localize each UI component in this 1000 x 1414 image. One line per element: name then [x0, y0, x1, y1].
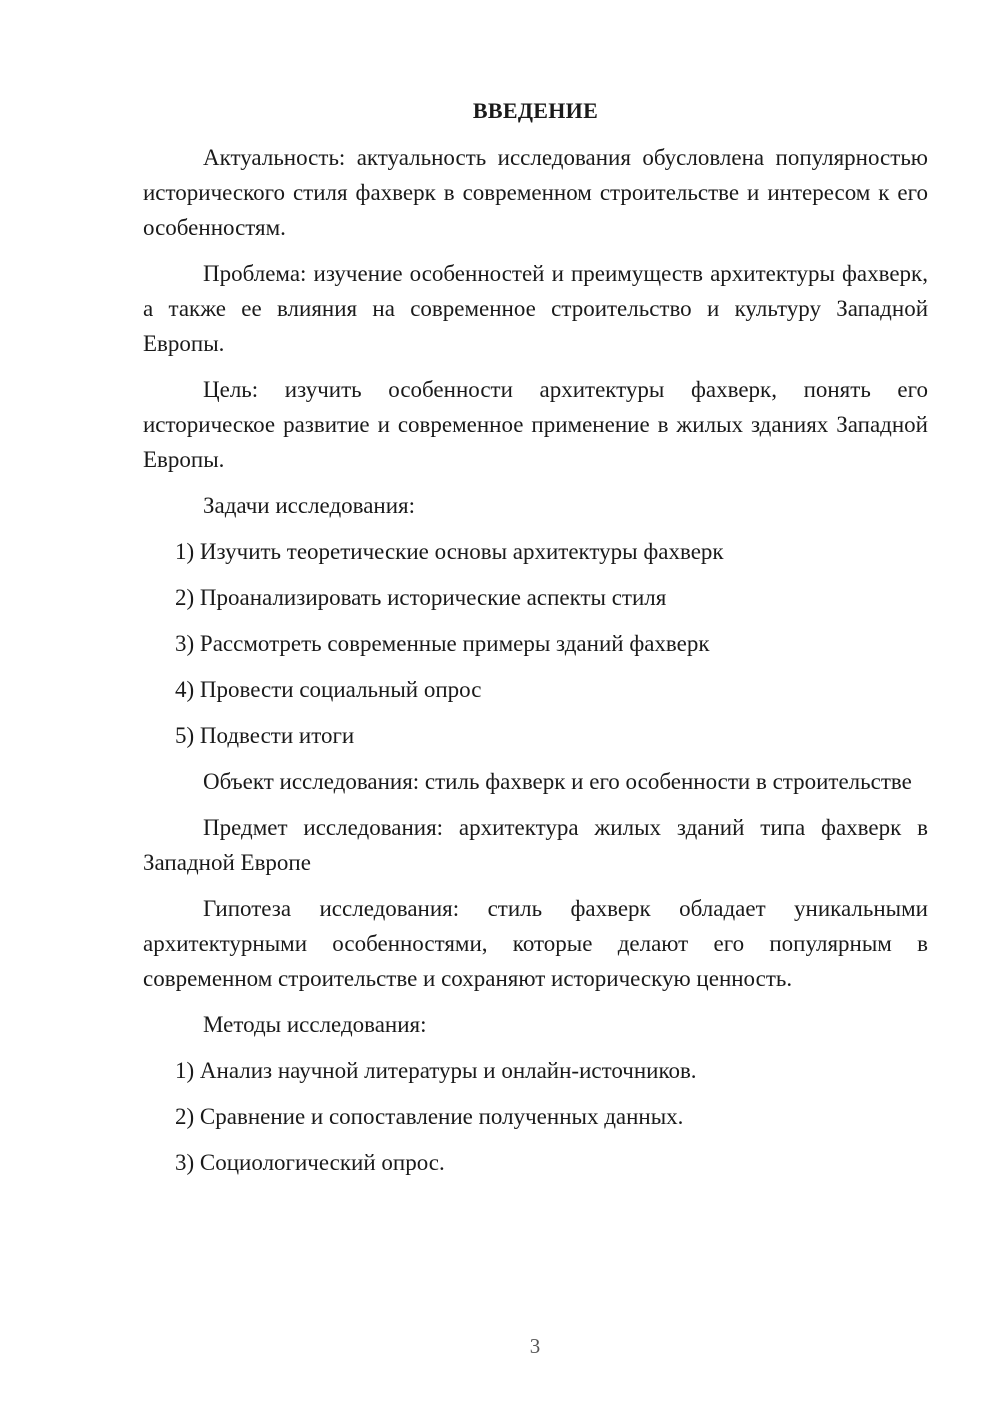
goal-paragraph: Цель: изучить особенности архитектуры фахверк, понять его историческое развитие и современное применение в жилых зданиях Западной Европы.: [143, 377, 928, 472]
tasks-heading: Задачи исследования:: [203, 493, 416, 518]
list-item: 1) Изучить теоретические основы архитектуры фахверк: [175, 539, 724, 564]
document-page: [143, 96, 928, 1191]
list-item: 3) Социологический опрос.: [175, 1150, 445, 1175]
page-number: 3: [529, 1334, 541, 1358]
hypothesis-paragraph: Гипотеза исследования: стиль фахверк обладает уникальными архитектурными особенностями, которые делают его популярным в современном строительстве и сохраняют историческую ценность.: [143, 896, 928, 991]
list-item: 2) Сравнение и сопоставление полученных данных.: [175, 1104, 684, 1129]
list-item: 5) Подвести итоги: [175, 723, 355, 748]
list-item: 1) Анализ научной литературы и онлайн-источников.: [175, 1058, 697, 1083]
object-paragraph: Объект исследования: стиль фахверк и его особенности в строительстве: [203, 769, 912, 794]
list-item: 3) Рассмотреть современные примеры зданий фахверк: [175, 631, 710, 656]
problem-paragraph: Проблема: изучение особенностей и преимуществ архитектуры фахверк, а также ее влияния на современное строительство и культуру Западной Европы.: [143, 261, 928, 356]
methods-heading: Методы исследования:: [203, 1012, 427, 1037]
tasks-list: [143, 534, 928, 753]
methods-list: [143, 1053, 928, 1180]
section-title: ВВЕДЕНИЕ: [472, 98, 599, 123]
relevance-paragraph: Актуальность: актуальность исследования обусловлена популярностью исторического стиля фахверк в современном строительстве и интересом к его особенностям.: [143, 145, 928, 240]
list-item: 2) Проанализировать исторические аспекты стиля: [175, 585, 667, 610]
list-item: 4) Провести социальный опрос: [175, 677, 482, 702]
subject-paragraph: Предмет исследования: архитектура жилых зданий типа фахверк в Западной Европе: [143, 815, 928, 875]
